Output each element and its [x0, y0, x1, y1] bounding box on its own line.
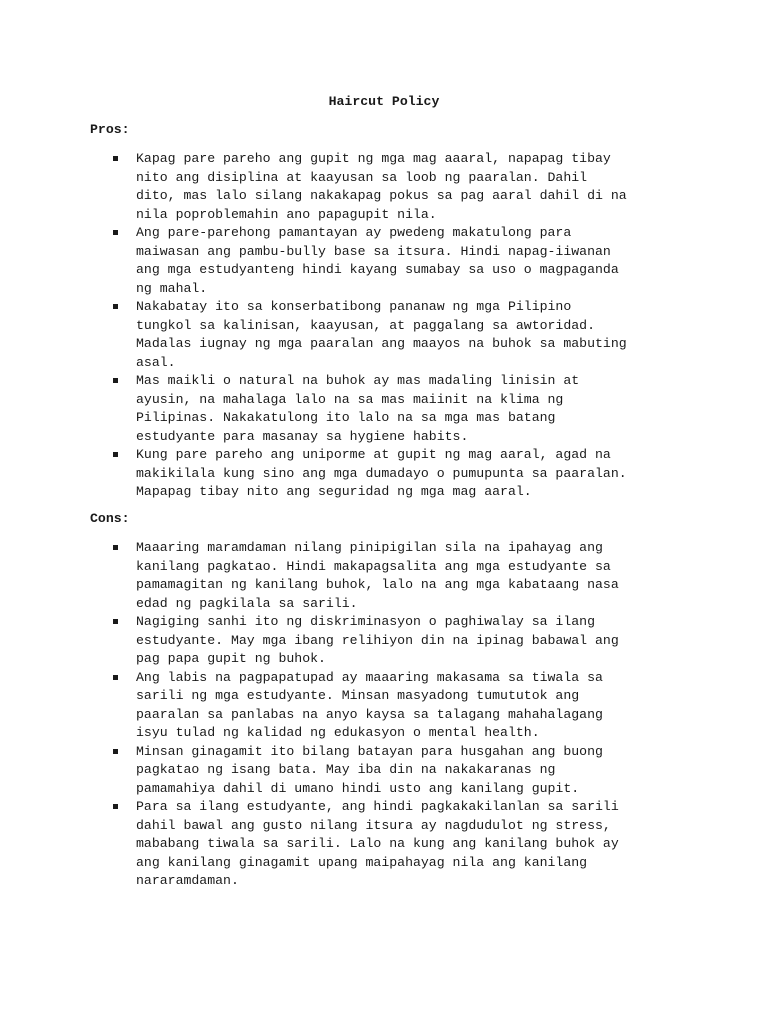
pros-heading: Pros:: [90, 122, 130, 137]
list-item: [0, 669, 768, 743]
bullet-square-icon: [113, 378, 118, 383]
cons-list: [0, 539, 768, 891]
list-item: [0, 446, 768, 502]
list-item: [0, 372, 768, 446]
list-item-text: Mas maikli o natural na buhok ay mas madaling linisin at ayusin, na mahalaga lalo na sa mas maiinit na klima ng Pilipinas. Nakakatulong ito lalo na sa mga mas batang estudyante para masanay sa hygiene habits.: [136, 373, 580, 444]
list-item: [0, 298, 768, 372]
pros-list: [0, 150, 768, 502]
bullet-square-icon: [113, 304, 118, 309]
bullet-square-icon: [113, 156, 118, 161]
list-item-text: Kung pare pareho ang uniporme at gupit ng mag aaral, agad na makikilala kung sino ang mga dumadayo o pumupunta sa paaralan. Mapapag tibay nito ang seguridad ng mga mag aaral.: [136, 447, 627, 499]
list-item-text: Nagiging sanhi ito ng diskriminasyon o paghiwalay sa ilang estudyante. May mga ibang relihiyon din na ipinag babawal ang pag papa gupit ng buhok.: [136, 614, 619, 666]
bullet-square-icon: [113, 675, 118, 680]
cons-heading: Cons:: [90, 511, 130, 526]
list-item: [0, 150, 768, 224]
list-item-text: Ang labis na pagpapatupad ay maaaring makasama sa tiwala sa sarili ng mga estudyante. Minsan masyadong tumututok ang paaralan sa panlabas na anyo kaysa sa talagang mahahalagang isyu tulad ng kalidad ng edukasyon o mental health.: [136, 669, 603, 740]
list-item-text: Ang pare-parehong pamantayan ay pwedeng makatulong para maiwasan ang pambu-bully base sa itsura. Hindi napag-iiwanan ang mga estudyanteng hindi kayang sumabay sa uso o magpaganda ng mahal.: [136, 225, 619, 296]
list-item: [0, 743, 768, 799]
list-item-text: Maaaring maramdaman nilang pinipigilan sila na ipahayag ang kanilang pagkatao. Hindi makapagsalita ang mga estudyante sa pamamagitan ng kanilang buhok, lalo na ang mga kabataang nasa edad ng pagkilala sa sarili.: [136, 540, 619, 611]
document-title: Haircut Policy: [328, 94, 440, 109]
list-item-text: Nakabatay ito sa konserbatibong pananaw ng mga Pilipino tungkol sa kalinisan, kaayusan, at paggalang sa awtoridad. Madalas iugnay ng mga paaralan ang maayos na buhok sa mabuting asal.: [136, 299, 627, 370]
list-item-text: Para sa ilang estudyante, ang hindi pagkakakilanlan sa sarili dahil bawal ang gusto nilang itsura ay nagdudulot ng stress, mababang tiwala sa sarili. Lalo na kung ang kanilang buhok ay ang kanilang ginagamit upang maipahayag nila ang kanilang nararamdaman.: [136, 799, 619, 888]
list-item: [0, 224, 768, 298]
bullet-square-icon: [113, 804, 118, 809]
list-item: [0, 798, 768, 891]
list-item: [0, 613, 768, 669]
list-item-text: Kapag pare pareho ang gupit ng mga mag aaaral, napapag tibay nito ang disiplina at kaayusan sa loob ng paaralan. Dahil dito, mas lalo silang nakakapag pokus sa pag aaral dahil di na nila poproblemahin ano papagupit nila.: [136, 151, 627, 222]
bullet-square-icon: [113, 545, 118, 550]
bullet-square-icon: [113, 230, 118, 235]
bullet-square-icon: [113, 749, 118, 754]
bullet-square-icon: [113, 452, 118, 457]
list-item: [0, 539, 768, 613]
list-item-text: Minsan ginagamit ito bilang batayan para husgahan ang buong pagkatao ng isang bata. May iba din na nakakaranas ng pamamahiya dahil di umano hindi usto ang kanilang gupit.: [136, 743, 603, 796]
bullet-square-icon: [113, 619, 118, 624]
